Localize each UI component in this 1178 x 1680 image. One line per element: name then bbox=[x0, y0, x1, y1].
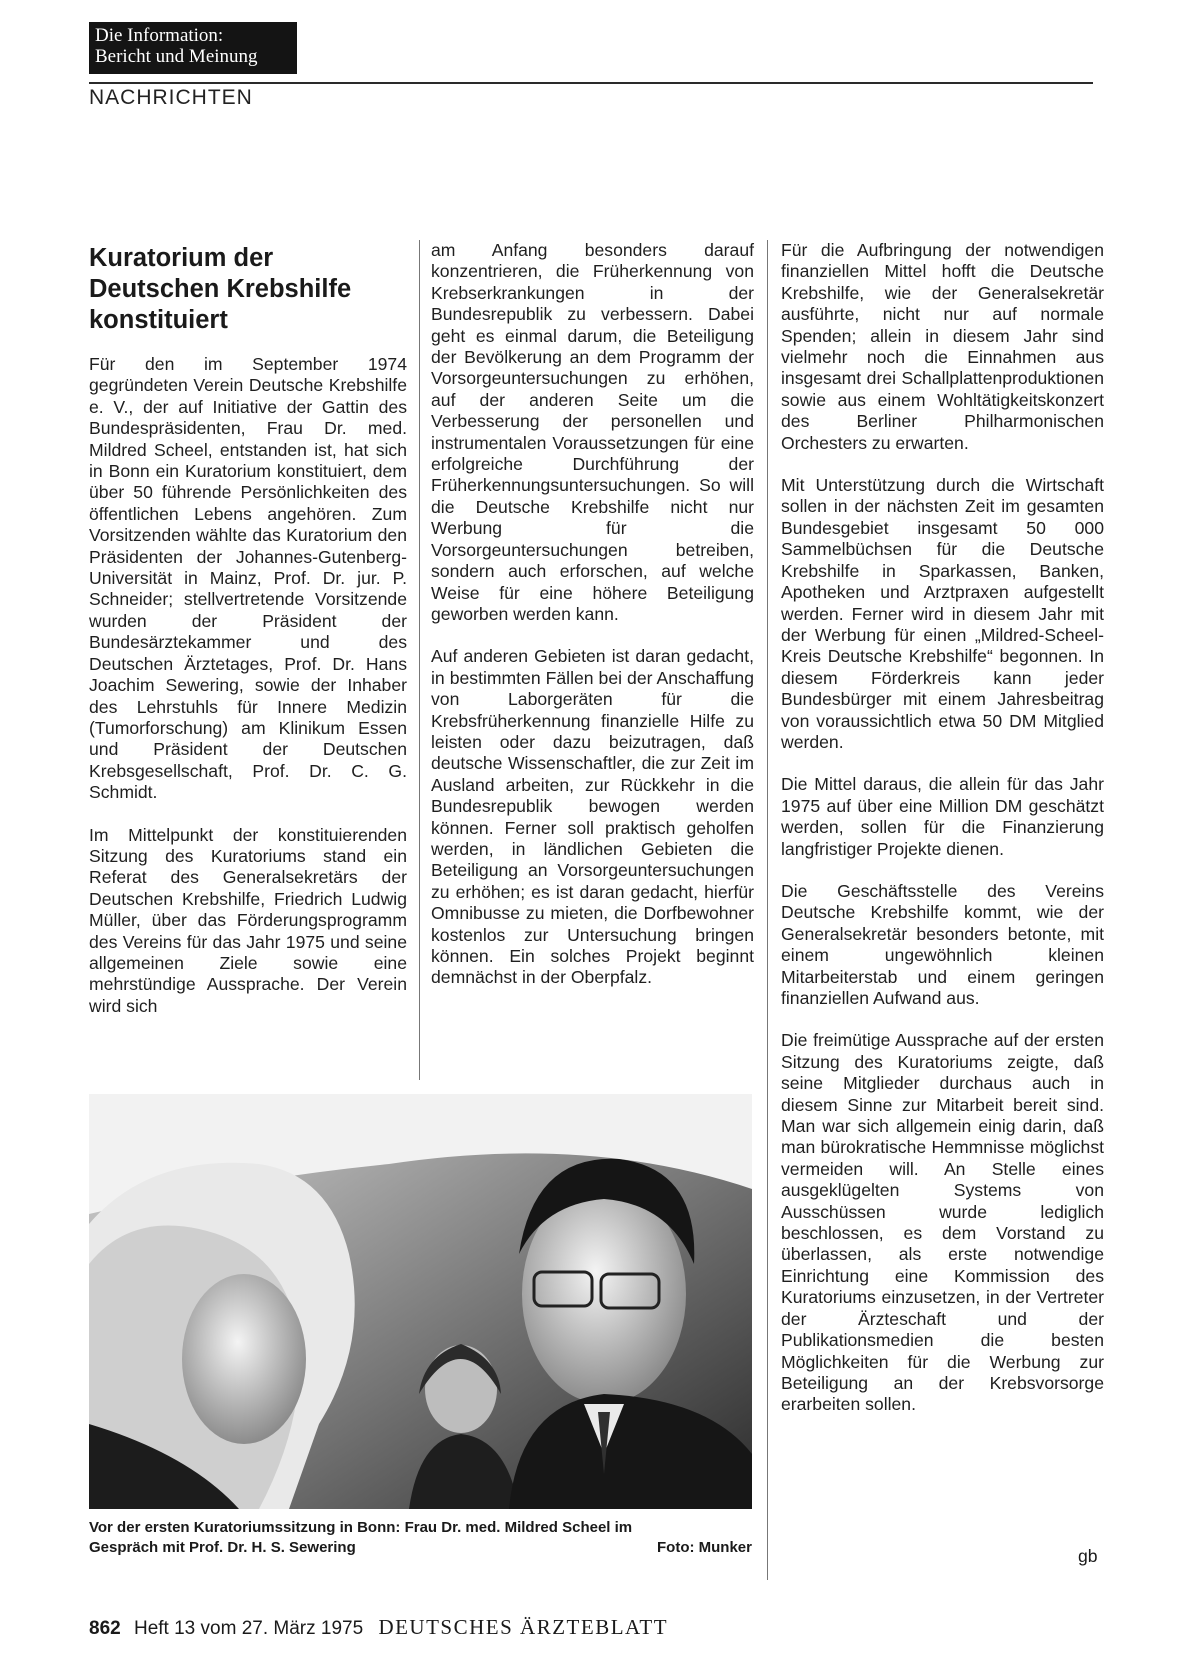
photo-credit: Foto: Munker bbox=[657, 1539, 752, 1556]
caption-line-1: Vor der ersten Kuratoriumssitzung in Bonn: Frau Dr. med. Mildred Scheel im bbox=[89, 1519, 633, 1536]
article-photo bbox=[89, 1094, 752, 1509]
page-footer bbox=[89, 1615, 668, 1640]
article-column-3 bbox=[781, 240, 1104, 1437]
paragraph: Für die Aufbringung der notwendigen finanziellen Mittel hofft die Deutsche Krebshilfe, wie der Generalsekretär ausführte, nicht nur auf normale Spenden; allein in diesem Jahr sind vielmehr noch die Einnahmen aus insgesamt drei Schallplattenproduktionen sowie aus einem Wohltätigkeitskonzert des Berliner Philharmonischen Orchesters zu erwarten. bbox=[781, 240, 1104, 453]
article-column-2 bbox=[431, 240, 754, 1010]
section-box-line1: Die Information: bbox=[95, 25, 224, 46]
section-label: NACHRICHTEN bbox=[89, 86, 253, 109]
caption-line-2: Gespräch mit Prof. Dr. H. S. Sewering bbox=[89, 1539, 356, 1556]
paragraph: Die Geschäftsstelle des Vereins Deutsche Krebshilfe kommt, wie der Generalsekretär besonders betonte, mit einem ungewöhnlich kleinen Mitarbeiterstab und einem geringen finanziellen Aufwand aus. bbox=[781, 880, 1104, 1008]
header-rule bbox=[89, 82, 1093, 84]
paragraph: Mit Unterstützung durch die Wirtschaft sollen in der nächsten Zeit im gesamten Bundesgebiet insgesamt 50 000 Sammelbüchsen für die Deutsche Krebshilfe in Sparkassen, Banken, Apotheken und Arztpraxen aufgestellt werden. Ferner wird in diesem Jahr mit der Werbung für einen „Mildred-Scheel-Kreis Deutsche Krebshilfe“ begonnen. In diesem Förderkreis kann jeder Bundesbürger mit einem Jahresbeitrag von voraussichtlich etwa 50 DM Mitglied werden. bbox=[781, 475, 1104, 752]
column-divider bbox=[419, 240, 420, 1080]
paragraph: Die freimütige Aussprache auf der ersten Sitzung des Kuratoriums zeigte, daß seine Mitglieder durchaus auch in diesem Sinne zur Mitarbeit bereit sind. Man war sich allgemein einig darin, daß man bürokratische Hemmnisse möglichst vermeiden will. An Stelle eines ausgeklügelten Systems von Ausschüssen wurde lediglich beschlossen, es dem Vorstand zu überlassen, als erste notwendige Einrichtung eine Kommission des Kuratoriums einzusetzen, in der Vertreter der Ärzteschaft und der Publikationsmedien die besten Möglichkeiten für die Werbung zur Beteiligung an der Krebsvorsorge erarbeiten sollen. bbox=[781, 1030, 1104, 1415]
section-box-line2: Bericht und Meinung bbox=[95, 46, 258, 67]
section-box bbox=[89, 22, 297, 74]
paragraph: am Anfang besonders darauf konzentrieren, die Früherkennung von Krebserkrankungen in der Bundesrepublik zu verbessern. Dabei geht es einmal darum, die Beteiligung der Bevölkerung an dem Programm der Vorsorgeuntersuchungen zu erhöhen, auf der anderen Seite um die Verbesserung der personellen und instrumentalen Voraussetzungen für eine erfolgreiche Durchführung der Früherkennungsuntersuchungen. So will die Deutsche Krebshilfe nicht nur Werbung für die Vorsorgeuntersuchungen betreiben, sondern auch erforschen, auf welche Weise für eine höhere Beteiligung geworben werden kann. bbox=[431, 240, 754, 624]
article-column-1 bbox=[89, 354, 407, 1038]
paragraph: Im Mittelpunkt der konstituierenden Sitzung des Kuratoriums stand ein Referat des Generalsekretärs der Deutschen Krebshilfe, Friedrich Ludwig Müller, über das Förderungsprogramm des Vereins für das Jahr 1975 und seine allgemeinen Ziele sowie eine mehrstündige Aussprache. Der Verein wird sich bbox=[89, 824, 407, 1016]
page-number: 862 bbox=[89, 1618, 121, 1639]
journal-name: DEUTSCHES ÄRZTEBLATT bbox=[378, 1615, 669, 1639]
paragraph: Für den im September 1974 gegründeten Verein Deutsche Krebshilfe e. V., der auf Initiative der Gattin des Bundespräsidenten, Frau Dr. med. Mildred Scheel, entstanden ist, hat sich in Bonn ein Kuratorium konstituiert, dem über 50 führende Persönlichkeiten des öffentlichen Lebens angehören. Zum Vorsitzenden wählte das Kuratorium den Präsidenten der Johannes-Gutenberg-Universität in Mainz, Prof. Dr. jur. P. Schneider; stellvertretende Vorsitzende wurden der Präsident der Bundesärztekammer und des Deutschen Ärztetages, Prof. Dr. Hans Joachim Sewering, sowie der Inhaber des Lehrstuhls für Innere Medizin (Tumorforschung) am Klinikum Essen und Präsident der Deutschen Krebsgesellschaft, Prof. Dr. C. G. Schmidt. bbox=[89, 354, 407, 803]
author-signature: gb bbox=[1078, 1546, 1098, 1566]
paragraph: Die Mittel daraus, die allein für das Jahr 1975 auf über eine Million DM geschätzt werden, sollen für die Finanzierung langfristiger Projekte dienen. bbox=[781, 774, 1104, 859]
column-divider bbox=[767, 240, 768, 1580]
issue-info: Heft 13 vom 27. März 1975 bbox=[133, 1618, 364, 1639]
photo-caption bbox=[89, 1518, 752, 1558]
photo-image bbox=[89, 1094, 752, 1509]
article-headline: Kuratorium der Deutschen Krebshilfe konstituiert bbox=[89, 244, 352, 334]
paragraph: Auf anderen Gebieten ist daran gedacht, in bestimmten Fällen bei der Anschaffung von Laborgeräten für die Krebsfrüherkennung finanzielle Hilfe zu leisten oder dazu beizutragen, daß deutsche Wissenschaftler, die zur Zeit im Ausland arbeiten, zur Rückkehr in die Bundesrepublik bewogen werden können. Ferner soll praktisch geholfen werden, in ländlichen Gebieten die Beteiligung an Vorsorgeuntersuchungen zu erhöhen; es ist daran gedacht, hierfür Omnibusse zu mieten, die Dorfbewohner kostenlos zur Untersuchung bringen können. Ein solches Projekt beginnt demnächst in der Oberpfalz. bbox=[431, 646, 754, 988]
